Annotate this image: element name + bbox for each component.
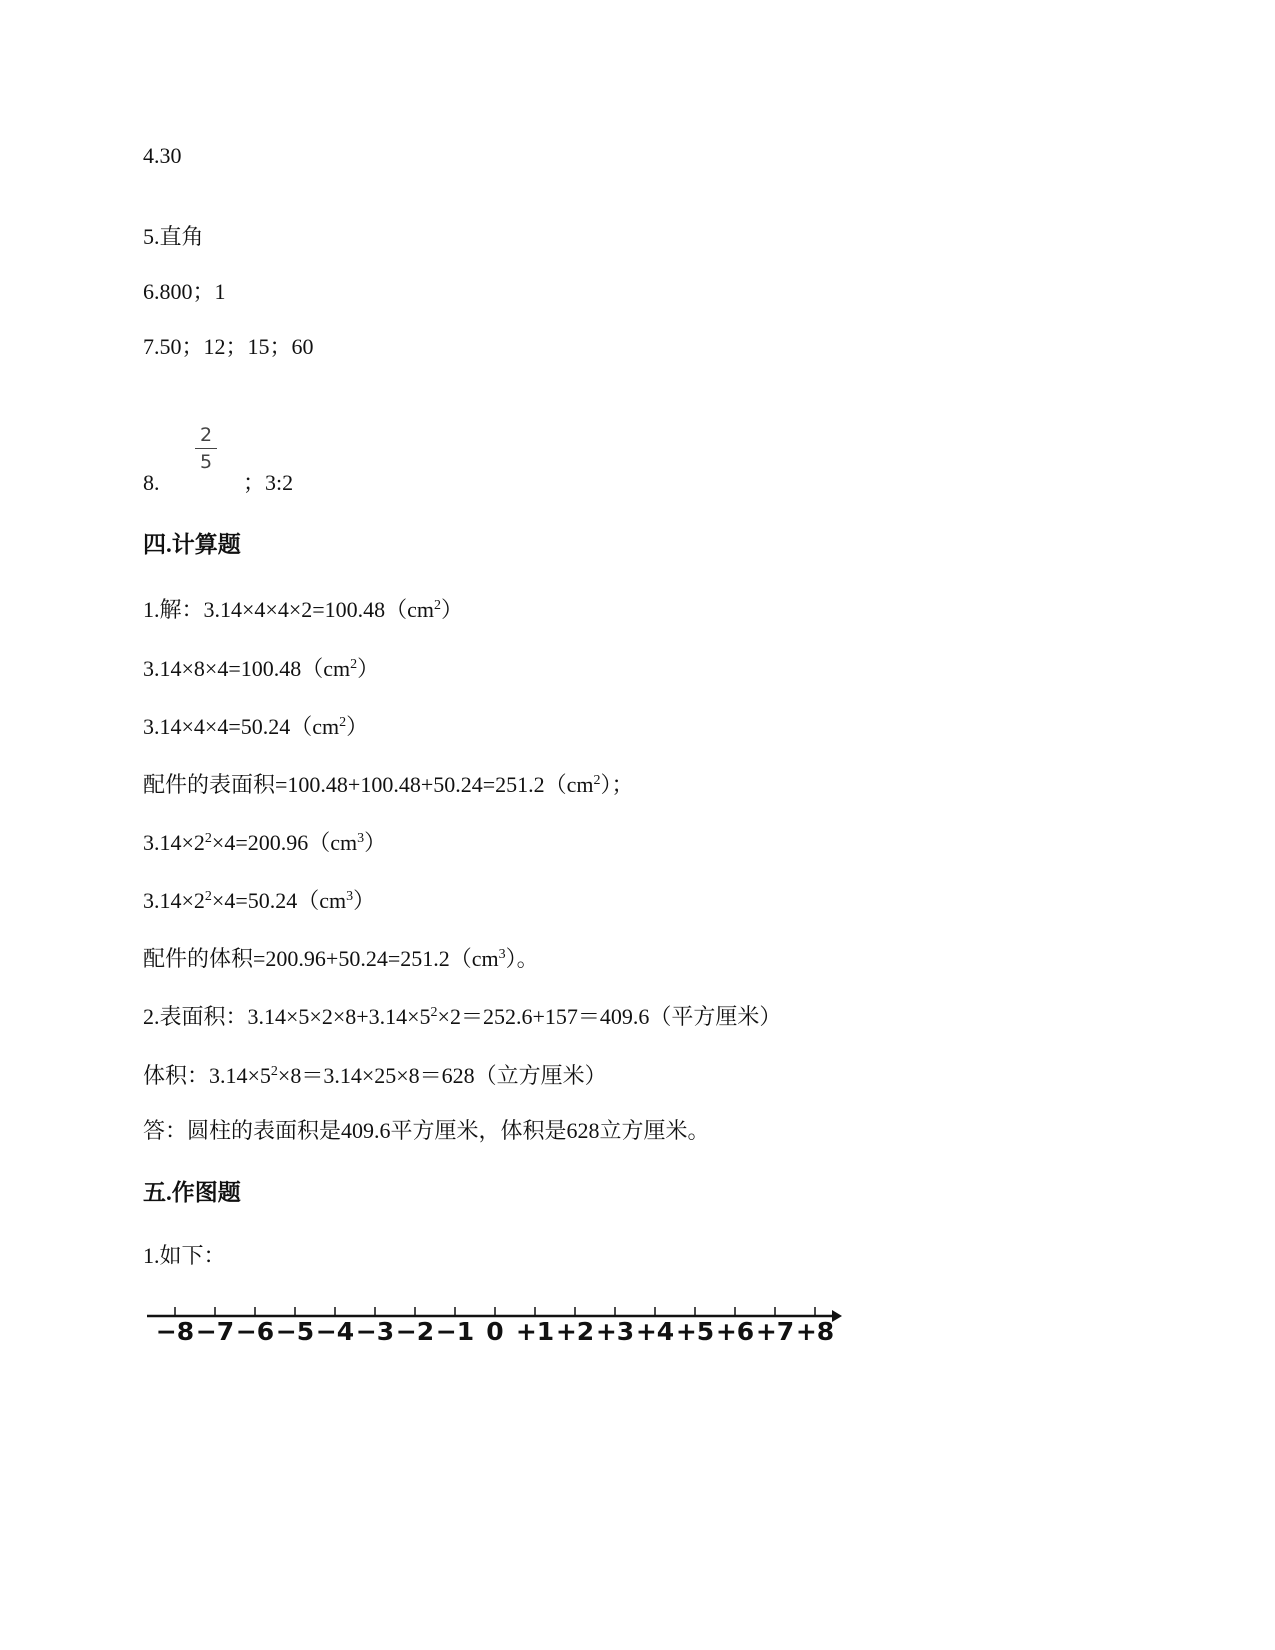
calc-q2-answer: 答：圆柱的表面积是409.6平方厘米，体积是628立方厘米。 (143, 1118, 710, 1143)
calc-q2-volume: 体积：$3.14\times 5^2\times 8=3.14\times 25\times 8=628$（立方厘米） (143, 1063, 607, 1088)
fraction-denominator: 5 (199, 451, 213, 473)
number-line-label: −3 (355, 1317, 395, 1346)
answer-6: 6.800；1 (143, 279, 226, 304)
number-line-label: −4 (315, 1317, 355, 1346)
number-line-label: −7 (195, 1317, 235, 1346)
answer-8-prefix: 8. (143, 470, 160, 495)
number-line-label: −5 (275, 1317, 315, 1346)
answer-5: 5.直角 (143, 224, 204, 249)
number-line-label: −6 (235, 1317, 275, 1346)
number-line-label: +3 (595, 1317, 635, 1346)
fraction-two-fifths (193, 424, 219, 473)
fraction-numerator: 2 (199, 424, 213, 446)
number-line-label: +8 (795, 1317, 835, 1346)
calc-line-2: $3.14\times 8\times 4=100.48(cm^2)$ (143, 656, 380, 681)
number-line (140, 1305, 850, 1355)
calc-line-volume-total: 配件的体积$=200.96+50.24=251.2(cm^3)$。 (143, 946, 539, 971)
fraction-bar (195, 448, 217, 449)
number-line-label: +6 (715, 1317, 755, 1346)
calc-line-volume-2: $3.14\times 2^2\times 4=50.24(cm^3)$ (143, 888, 376, 913)
number-line-label: +5 (675, 1317, 715, 1346)
answer-8-ratio: ；3:2 (243, 470, 294, 495)
section-5-heading: 五.作图题 (143, 1180, 241, 1205)
number-line-label: −1 (435, 1317, 475, 1346)
calc-line-1: 1.解：$3.14\times 4\times 4\times 2=100.48(cm^2)$ (143, 597, 464, 622)
answer-4: 4.30 (143, 143, 182, 168)
drawing-q1-label: 1.如下： (143, 1243, 226, 1268)
number-line-label: −8 (155, 1317, 195, 1346)
number-line-label: +2 (555, 1317, 595, 1346)
calc-line-volume-1: $3.14\times 2^2\times 4=200.96(cm^3)$ (143, 830, 387, 855)
section-4-heading: 四.计算题 (143, 532, 241, 557)
number-line-label: +7 (755, 1317, 795, 1346)
number-line-label: −2 (395, 1317, 435, 1346)
number-line-label: +1 (515, 1317, 555, 1346)
answer-7: 7.50；12；15；60 (143, 334, 314, 359)
calc-line-surface-total: 配件的表面积$=100.48+100.48+50.24=251.2(cm^2)$； (143, 772, 634, 797)
number-line-label: +4 (635, 1317, 675, 1346)
calc-line-3: $3.14\times 4\times 4=50.24(cm^2)$ (143, 714, 369, 739)
number-line-label: 0 (486, 1317, 504, 1346)
calc-q2-surface: 2.表面积：$3.14\times 5\times 2\times 8+3.14\times 5^2\times 2=252.6+157=409.6$（平方厘米） (143, 1004, 782, 1029)
